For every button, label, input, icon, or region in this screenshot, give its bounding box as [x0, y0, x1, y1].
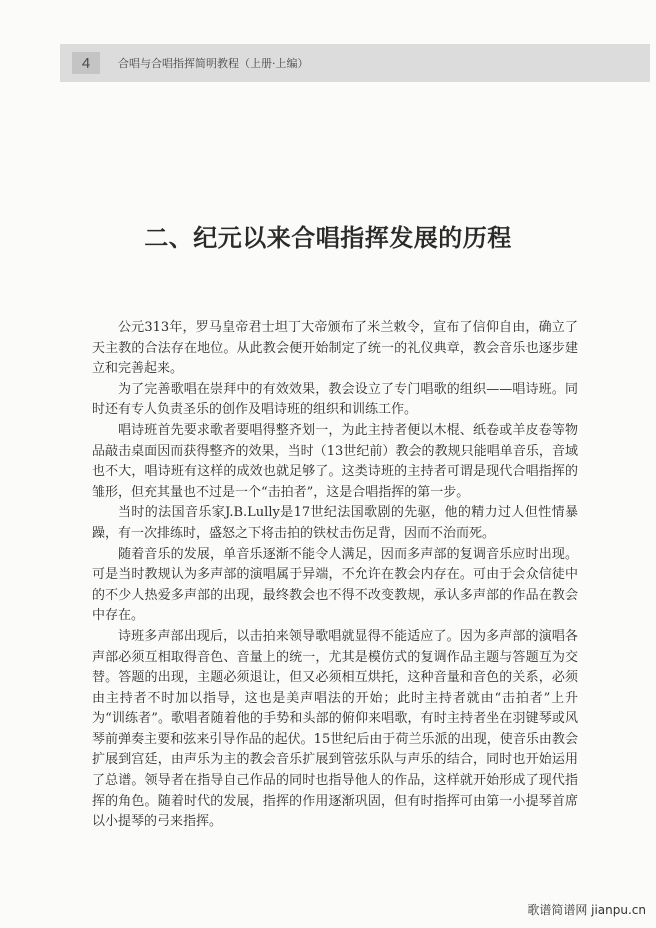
paragraph: 唱诗班首先要求歌者要唱得整齐划一，为此主持者便以木棍、纸卷或羊皮卷等物品敲击桌面因而获得整齐的效果，当时（13世纪前）教会的教规只能唱单音乐，音域也不大，唱诗班有这样的成效也就足够了。这类诗班的主持者可谓是现代合唱指挥的雏形，但充其量也不过是一个“击拍者”，这是合唱指挥的第一步。 [92, 422, 578, 500]
paragraph: 诗班多声部出现后，以击拍来领导歌唱就显得不能适应了。因为多声部的演唱各声部必须互相取得音色、音量上的统一，尤其是模仿式的复调作品主题与答题互为交替。答题的出现，主题必须退让，但又必须相互烘托，这种音量和音色的关系，必须由主持者不时加以指导，这也是美声唱法的开始；此时主持者就由“击拍者”上升为“训练者”。歌唱者随着他的手势和头部的俯仰来唱歌，有时主持者坐在羽键琴或风琴前弹奏主要和弦来引导作品的起伏。15世纪后由于荷兰乐派的出现，使音乐由教会扩展到宫廷，由声乐为主的教会音乐扩展到管弦乐队与声乐的结合，同时也开始运用了总谱。领导者在指导自己作品的同时也指导他人的作品，这样就开始形成了现代指挥的角色。随着时代的发展，指挥的作用逐渐巩固，但有时指挥可由第一小提琴首席以小提琴的弓来指挥。 [92, 628, 578, 830]
body-text [92, 318, 578, 833]
paragraph: 为了完善歌唱在崇拜中的有效效果，教会设立了专门唱歌的组织——唱诗班。同时还有专人负责圣乐的创作及唱诗班的组织和训练工作。 [92, 381, 578, 418]
running-title: 合唱与合唱指挥简明教程（上册·上编） [118, 57, 309, 70]
paragraph: 当时的法国音乐家J.B.Lully是17世纪法国歌剧的先驱，他的精力过人但性情暴躁，有一次排练时，盛怒之下将击拍的铁杖击伤足背，因而不治而死。 [92, 505, 578, 541]
chapter-title: 二、纪元以来合唱指挥发展的历程 [144, 224, 512, 252]
page-number: 4 [72, 52, 100, 74]
paragraph: 公元313年，罗马皇帝君士坦丁大帝颁布了米兰敕令，宣布了信仰自由，确立了天主教的合法存在地位。从此教会便开始制定了统一的礼仪典章，教会音乐也逐步建立和完善起来。 [92, 320, 578, 377]
site-watermark: 歌谱简谱网 jianpu.cn [527, 903, 646, 917]
paragraph: 随着音乐的发展，单音乐逐渐不能令人满足，因而多声部的复调音乐应时出现。可是当时教规认为多声部的演唱属于异端，不允许在教会内存在。可由于会众信徒中的不少人热爱多声部的出现，最终教会也不得不改变教规，承认多声部的作品在教会中存在。 [92, 546, 578, 624]
